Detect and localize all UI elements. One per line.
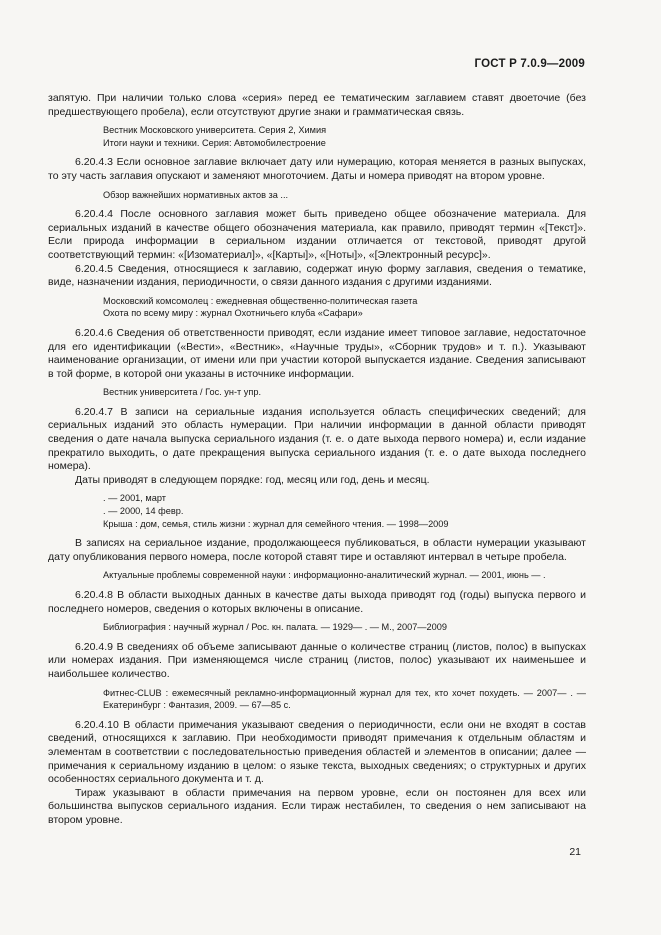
paragraph: 6.20.4.8 В области выходных данных в качестве даты выхода приводят год (годы) выпуска первого и последнего номеров, сведения о которых включены в описание. [48,589,586,615]
paragraph: 6.20.4.7 В записи на сериальные издания используется область специфических сведений; для сериальных изданий это область нумерации. При наличии информации в данной области приводят сведения о дате начала выпуска сериального издания (т. е. о дате выхода первого номера) и, если издание прекратило выходить, о дате прекращения выпуска сериального издания (т. е. о дате выхода последнего номера). [48,405,586,473]
document-body [48,92,586,828]
paragraph: Тираж указывают в области примечания на первом уровне, если он постоянен для всех или большинства выпусков сериального издания. Если тираж нестабилен, то сведения о нем записывают на втором уровне. [48,786,586,826]
paragraph: 6.20.4.6 Сведения об ответственности приводят, если издание имеет типовое заглавие, недостаточное для его идентификации («Вести», «Вестник», «Научные труды», «Сборник трудов» и т. п.). Указывают наименование организации, от имени или при участии которой выпускается издание. Сведения записывают в той форме, в которой они указаны в источнике информации. [48,326,586,380]
paragraph: 6.20.4.3 Если основное заглавие включает дату или нумерацию, которая меняется в разных выпусках, то эту часть заглавия опускают и заменяют многоточием. Даты и номера приводят на втором уровне. [48,156,586,182]
paragraph: Даты приводят в следующем порядке: год, месяц или год, день и месяц. [75,473,430,486]
example: Крыша : дом, семья, стиль жизни : журнал для семейного чтения. — 1998—2009 [103,518,449,529]
example: . — 2001, март [103,493,166,504]
example: . — 2000, 14 февр. [103,506,184,517]
paragraph: 6.20.4.5 Сведения, относящиеся к заглавию, содержат иную форму заглавия, сведения о тематике, виде, назначении издания, периодичности, о связи данного издания с другими изданиями. [48,262,586,289]
page-number: 21 [569,846,581,858]
example: Итоги науки и техники. Серия: Автомобилестроение [103,137,326,148]
paragraph: 6.20.4.9 В сведениях об объеме записывают данные о количестве страниц (листов, полос) в выпусках или номерах издания. При изменяющемся числе страниц (листов, полос) указывают их наименьшее и наибольшее количество. [48,640,586,680]
example: Вестник Московского университета. Серия 2, Химия [103,125,327,136]
example: Московский комсомолец : ежедневная общественно-политическая газета [103,295,418,306]
paragraph: 6.20.4.4 После основного заглавия может быть приведено общее обозначение материала. Для сериальных изданий в качестве общего обозначения материала, как правило, приводят термин «[Текст]». Если природа информации в сериальном издании отличается от текстовой, приводят другой соответствующий термин: «[Изоматериал]», «[Карты]», «[Ноты]», «[Электронный ресурс]». [48,208,586,261]
example: Вестник университета / Гос. ун-т упр. [103,387,262,398]
example: Охота по всему миру : журнал Охотничьего клуба «Сафари» [103,308,363,319]
example: Обзор важнейших нормативных актов за ... [103,189,289,200]
paragraph: 6.20.4.10 В области примечания указывают сведения о периодичности, если они не входят в состав сведений, относящихся к заглавию. При необходимости приводят примечания к отдельным областям и элементам в соответствии с последовательностью приведения областей и элементов в описании; далее — примечания к сериальному изданию в целом: о языке текста, выходных сведениях; о структурных и других особенностях сериального документа и т. д. [48,718,586,786]
paragraph: запятую. При наличии только слова «серия» перед ее тематическим заглавием ставят двоеточие (без предшествующего пробела), если отсутствуют другие знаки и грамматическая связь. [48,92,586,118]
example: Актуальные проблемы современной науки : информационно-аналитический журнал. — 2001, июнь — . [103,570,546,581]
standard-header: ГОСТ Р 7.0.9—2009 [474,58,585,70]
paragraph: В записях на сериальное издание, продолжающееся публиковаться, в области нумерации указывают дату опубликования первого номера, после которой ставят тире и оставляют интервал в четыре пробела. [48,537,586,563]
example: Фитнес-CLUB : ежемесячный рекламно-информационный журнал для тех, кто хочет похудеть. — 2007— . — Екатеринбург : Фантазия, 2009. — 67—85 с. [103,687,586,711]
example: Библиография : научный журнал / Рос. кн. палата. — 1929— . — М., 2007—2009 [103,622,447,633]
